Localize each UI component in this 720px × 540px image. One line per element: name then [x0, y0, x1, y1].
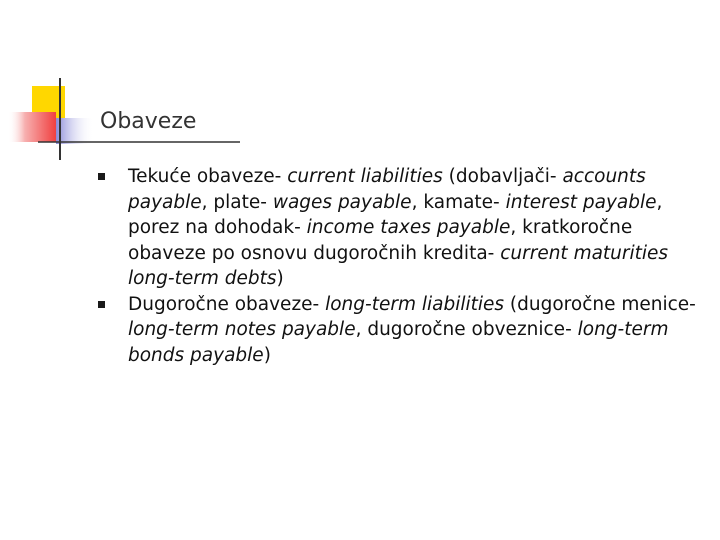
bullet-text: Dugoročne obaveze- long-term liabilities (dugoročne menice- long-term notes payable, dugoročne obveznice- long-term bonds payable) — [128, 293, 696, 366]
bullet-long-term-liabilities — [95, 292, 707, 369]
bullet-text: Tekuće obaveze- current liabilities (dobavljači- accounts payable, plate- wages payable, kamate- interest payable, porez na dohodak- income taxes payable, kratkoročne obaveze po osnovu dugoročnih kredita- current maturities long-term debts) — [128, 166, 669, 289]
corner-decoration — [0, 0, 720, 180]
bullet-current-liabilities — [95, 164, 707, 292]
bullet-marker-icon — [98, 301, 105, 308]
slide-title: Obaveze — [100, 109, 197, 134]
red-gradient-bar — [8, 112, 56, 142]
blue-gradient-bar — [56, 118, 94, 144]
bullet-list — [95, 164, 707, 368]
bullet-marker-icon — [98, 173, 105, 180]
